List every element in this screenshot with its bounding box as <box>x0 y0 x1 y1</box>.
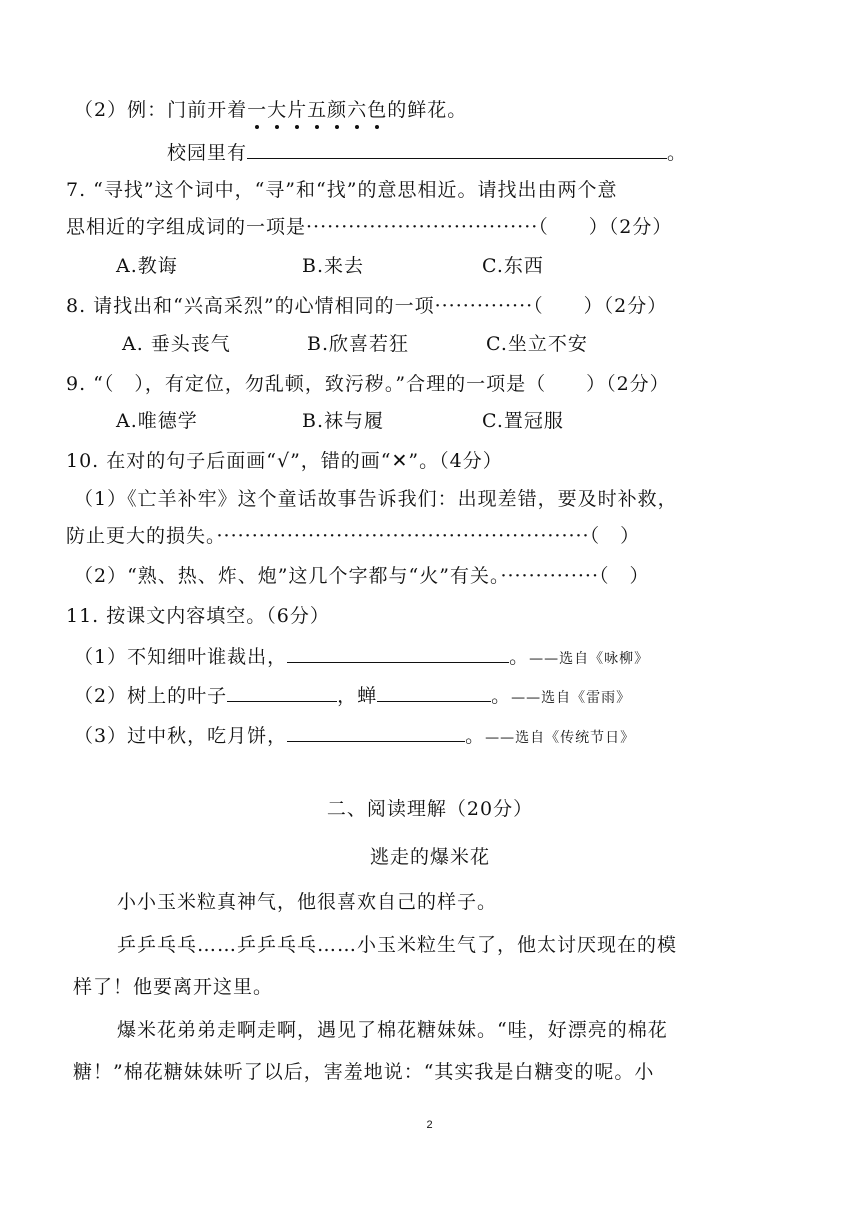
q7-question-line2: 思相近的字组成词的一项是·································（ ）（2分） <box>66 216 673 238</box>
q11-item1-source: ——选自《咏柳》 <box>529 651 650 667</box>
q11-item2 <box>74 681 631 711</box>
story-paragraph-3-line1: 爆米花弟弟走啊走啊，遇见了棉花糖妹妹。“哇，好漂亮的棉花 <box>117 1019 668 1041</box>
q9-option-a[interactable]: A.唯德学 <box>116 410 198 432</box>
q11-item2-mid: ，蝉 <box>337 685 378 707</box>
q10-title: 10. 在对的句子后面画“√”，错的画“✕”。（4分） <box>66 450 503 472</box>
story-paragraph-2-line1: 乒乒乓乓……乒乒乓乓……小玉米粒生气了，他太讨厌现在的模 <box>117 934 678 956</box>
q11-title: 11. 按课文内容填空。（6分） <box>66 605 330 627</box>
q6-answer-blank[interactable] <box>247 138 667 159</box>
story-paragraph-3-line2: 糖！”棉花糖妹妹听了以后，害羞地说：“其实我是白糖变的呢。小 <box>73 1061 655 1083</box>
q9-option-b[interactable]: B.袜与履 <box>302 410 385 432</box>
section2-heading: 二、阅读理解（20分） <box>326 798 534 820</box>
q10-item1-line2: 防止更大的损失。·····················································（ ） <box>66 525 641 547</box>
story-paragraph-1: 小小玉米粒真神气，他很喜欢自己的样子。 <box>117 891 498 913</box>
q6-example-tail: 的鲜花。 <box>387 99 468 121</box>
q11-item3 <box>74 721 635 751</box>
q8-option-b[interactable]: B.欣喜若狂 <box>307 333 410 355</box>
q11-item2-end: 。 <box>491 685 512 707</box>
q11-item3-end: 。 <box>465 725 486 747</box>
q11-item2-source: ——选自《雷雨》 <box>511 690 632 706</box>
q6-dotted-char: 一 <box>247 99 268 121</box>
q6-example-line <box>74 97 467 123</box>
q6-dotted-char: 大 <box>267 99 288 121</box>
q11-item2-blank-2[interactable] <box>377 681 491 702</box>
q9-option-c[interactable]: C.置冠服 <box>482 410 564 432</box>
q11-item1 <box>74 642 649 672</box>
q11-item1-end: 。 <box>509 646 530 668</box>
q7-option-a[interactable]: A.教诲 <box>116 255 178 277</box>
q7-question-line1: 7. “寻找”这个词中，“寻”和“找”的意思相近。请找出由两个意 <box>66 179 618 201</box>
story-title: 逃走的爆米花 <box>369 846 490 868</box>
q8-option-c[interactable]: C.坐立不安 <box>486 333 588 355</box>
q6-example-plain: 门前开着 <box>167 99 248 121</box>
q7-option-b[interactable]: B.来去 <box>302 255 365 277</box>
q11-item3-blank[interactable] <box>287 721 465 742</box>
page-number: 2 <box>426 1119 434 1131</box>
story-paragraph-2-line2: 样了！他要离开这里。 <box>73 976 274 998</box>
q6-dotted-char: 六 <box>347 99 368 121</box>
q8-question-line: 8. 请找出和“兴高采烈”的心情相同的一项··············（ ）（2分） <box>66 295 668 317</box>
q11-item2-blank-1[interactable] <box>227 681 337 702</box>
q11-item3-prefix: （3）过中秋，吃月饼， <box>74 725 288 747</box>
q6-dotted-char: 片 <box>287 99 308 121</box>
q9-question-line: 9. “（ ），有定位，勿乱顿，致污秽。”合理的一项是（ ）（2分） <box>66 373 670 395</box>
q6-dotted-char: 色 <box>367 99 388 121</box>
q10-item1-line1: （1）《亡羊补牢》这个童话故事告诉我们：出现差错，要及时补救， <box>74 488 678 510</box>
q6-dotted-char: 五 <box>307 99 328 121</box>
q11-item3-source: ——选自《传统节日》 <box>485 730 636 746</box>
q6-prompt: 校园里有 <box>167 142 248 164</box>
q6-example-label: （2）例： <box>74 99 168 121</box>
q11-item1-prefix: （1）不知细叶谁裁出， <box>74 646 288 668</box>
q6-answer-line <box>167 138 687 166</box>
q10-item2: （2）“熟、热、炸、炮”这几个字都与“火”有关。··············（ ） <box>74 565 650 587</box>
q7-option-c[interactable]: C.东西 <box>482 255 544 277</box>
q11-item2-prefix: （2）树上的叶子 <box>74 685 228 707</box>
q11-item1-blank[interactable] <box>287 642 509 663</box>
q6-dotted-char: 颜 <box>327 99 348 121</box>
q6-end: 。 <box>667 142 688 164</box>
q8-option-a[interactable]: A. 垂头丧气 <box>122 333 231 355</box>
